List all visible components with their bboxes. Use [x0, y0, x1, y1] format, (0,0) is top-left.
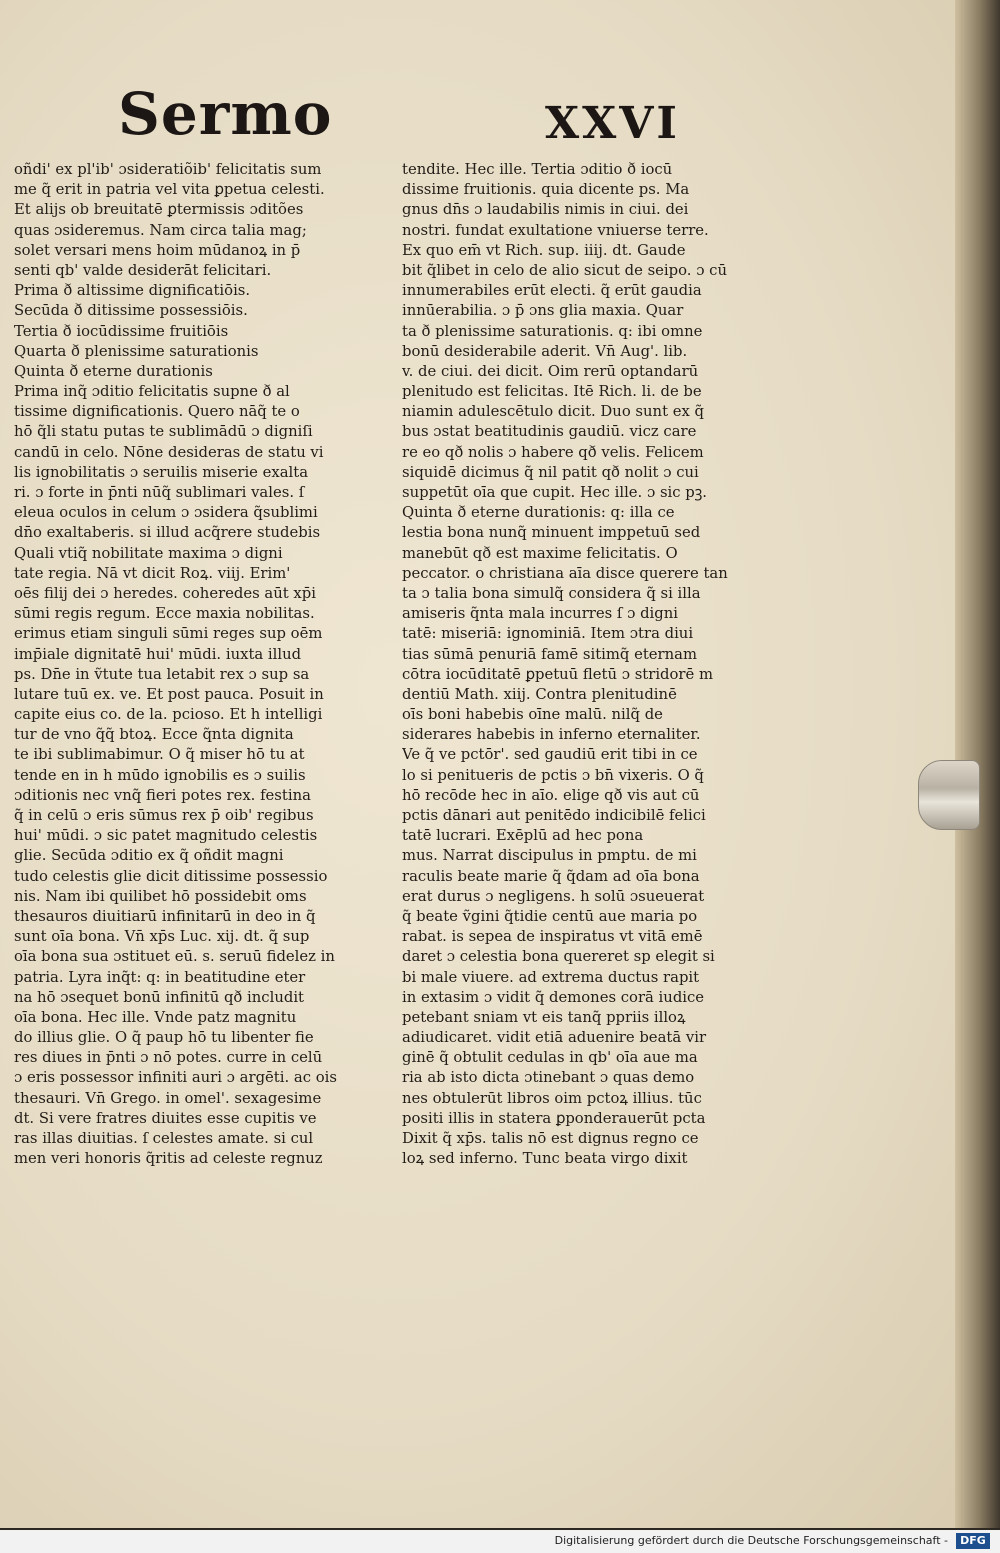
- text-line: daret ɔ celestia bona quereret sp elegit si: [402, 948, 715, 966]
- text-line: bus ɔstat beatitudinis gaudiū. vicz care: [402, 423, 697, 441]
- text-line: q̃ beate ṽgini q̃tidie centū aue maria po: [402, 907, 698, 925]
- text-line: pctis dānari aut penitēdo indicibilē felici: [402, 807, 706, 824]
- text-line: lo si penitueris de pctis ɔ bn̄ vixeris. O q̃: [402, 766, 704, 784]
- running-header: [0, 80, 972, 150]
- text-line: hō q̃li statu putas te sublimādū ɔ digniſi: [14, 423, 313, 441]
- text-line: Secūda ð ditissime possessiōis.: [14, 302, 248, 320]
- left-text-column: [14, 160, 386, 1169]
- text-line: tudo celestis glie dicit ditissime possessio: [14, 867, 328, 885]
- text-line: ɔ eris possessor infiniti auri ɔ argēti. ac ois: [14, 1069, 337, 1087]
- footer-bar: [0, 1530, 1000, 1553]
- text-line: nis. Nam ibi quilibet hō possidebit oms: [14, 887, 307, 905]
- text-line: me q̃ erit in patria vel vita ꝑpetua celesti.: [14, 181, 325, 199]
- text-line: dissime fruitionis. quia dicente ps. Ma: [402, 181, 690, 199]
- text-line: hō recōde hec in aīo. elige qð vis aut cū: [402, 786, 700, 804]
- text-line: tatē lucrari. Exēplū ad hec pona: [402, 827, 644, 845]
- text-line: dn̄o exaltaberis. si illud acq̃rere studebis: [14, 524, 321, 542]
- text-line: lutare tuū ex. ve. Et post pauca. Posuit in: [14, 685, 324, 703]
- text-line: lis ignobilitatis ɔ seruilis miserie exalta: [14, 463, 309, 481]
- text-line: ginē q̃ obtulit cedulas in qb' oīa aue ma: [402, 1049, 698, 1067]
- text-line: oīs boni habebis oīne malū. nilq̃ de: [402, 706, 663, 724]
- text-line: do illius glie. O q̃ paup hō tu libenter fie: [14, 1029, 314, 1047]
- text-line: q̃ in celū ɔ eris sūmus rex p̄ oib' regibus: [14, 807, 314, 824]
- text-line: nostri. fundat exultatione vniuerse terre.: [402, 221, 709, 239]
- text-line: bonū desiderabile aderit. Vn̄ Aug'. lib.: [402, 342, 688, 360]
- text-line: raculis beate marie q̃ q̃dam ad oīa bona: [402, 867, 700, 885]
- text-line: eleua oculos in celum ɔ ɔsidera q̃sublimi: [14, 504, 318, 522]
- text-line: siderares habebis in inferno eternaliter.: [402, 726, 701, 744]
- text-line: men veri honoris q̃ritis ad celeste regnuz: [14, 1150, 323, 1168]
- text-line: peccator. o christiana aīa disce querere tan: [402, 564, 728, 582]
- text-line: erat durus ɔ negligens. h solū ɔsueuerat: [402, 887, 705, 905]
- text-line: siquidē dicimus q̃ nil patit qð nolit ɔ cui: [402, 463, 699, 481]
- text-line: innumerabiles erūt electi. q̃ erūt gaudia: [402, 282, 702, 300]
- text-line: res diues in p̄nti ɔ nō potes. curre in celū: [14, 1049, 323, 1067]
- text-line: Et alijs ob breuitatē ꝑtermissis ɔditões: [14, 201, 304, 219]
- text-line: sunt oīa bona. Vn̄ xp̄s Luc. xij. dt. q̃ sup: [14, 928, 310, 946]
- text-line: Quinta ð eterne durationis: q: illa ce: [402, 504, 675, 522]
- text-line: patria. Lyra inq̃t: q: in beatitudine eter: [14, 968, 306, 986]
- text-line: dentiū Math. xiij. Contra plenitudinē: [402, 685, 677, 703]
- text-line: v. de ciui. dei dicit. Oim rerū optandarū: [402, 362, 699, 380]
- text-line: loꝝ sed inferno. Tunc beata virgo dixit: [402, 1150, 688, 1168]
- text-line: Prima ð altissime dignificatiōis.: [14, 282, 251, 300]
- text-line: Quarta ð plenissime saturationis: [14, 342, 259, 360]
- text-line: ta ɔ talia bona simulq̃ considera q̃ si illa: [402, 584, 701, 602]
- header-sermo: Sermo: [118, 80, 333, 148]
- text-line: re eo qð nolis ɔ habere qð velis. Felicem: [402, 443, 704, 461]
- text-line: imp̄iale dignitatē hui' mūdi. iuxta illud: [14, 645, 302, 663]
- text-line: oñdi' ex pl'ib' ɔsideratiõib' felicitatis sum: [14, 161, 322, 178]
- text-line: senti qb' valde desiderāt felicitari.: [14, 261, 272, 279]
- text-line: ps. Dn̄e in ṽtute tua letabit rex ɔ sup sa: [14, 665, 310, 683]
- text-line: positi illis in statera ꝑponderauerūt pcta: [402, 1109, 706, 1127]
- text-line: Ve q̃ ve pctōr'. sed gaudiū erit tibi in ce: [402, 746, 698, 764]
- text-line: capite eius co. de la. pcioso. Et h intelligi: [14, 706, 323, 724]
- text-line: tatē: miseriā: ignominiā. Item ɔtra diui: [402, 625, 694, 643]
- text-line: thesauri. Vn̄ Grego. in omel'. sexagesime: [14, 1089, 322, 1107]
- text-line: cōtra iocūditatē ꝑpetuū fletū ɔ stridorē m: [402, 665, 713, 683]
- text-line: thesauros diuitiarū infinitarū in deo in q̃: [14, 907, 316, 925]
- text-line: oīa bona sua ɔstituet eū. s. seruū fidelez in: [14, 948, 335, 966]
- text-line: glie. Secūda ɔditio ex q̃ oñdit magni: [14, 847, 284, 865]
- text-line: Dixit q̃ xp̄s. talis nō est dignus regno ce: [402, 1130, 699, 1147]
- text-line: dt. Si vere fratres diuites esse cupitis ve: [14, 1109, 317, 1127]
- text-line: oīa bona. Hec ille. Vnde patz magnitu: [14, 1008, 297, 1026]
- dfg-logo: DFG: [956, 1533, 990, 1549]
- text-line: erimus etiam singuli sūmi reges sup oēm: [14, 625, 323, 643]
- text-line: te ibi sublimabimur. O q̃ miser hō tu at: [14, 746, 305, 764]
- text-line: suppetūt oīa que cupit. Hec ille. ɔ sic pꝫ.: [402, 484, 708, 501]
- text-line: mus. Narrat discipulus in pmptu. de mi: [402, 847, 697, 865]
- text-line: adiudicaret. vidit etiā aduenire beatā vir: [402, 1029, 707, 1047]
- text-line: quas ɔsideremus. Nam circa talia mag;: [14, 221, 307, 239]
- text-line: plenitudo est felicitas. Itē Rich. li. de be: [402, 383, 702, 401]
- text-line: hui' mūdi. ɔ sic patet magnitudo celestis: [14, 827, 318, 845]
- right-text-column: [402, 160, 778, 1169]
- text-line: bit q̃libet in celo de alio sicut de seipo. ɔ cū: [402, 261, 727, 279]
- header-numeral: XXVI: [545, 98, 680, 149]
- text-line: innūerabilia. ɔ p̄ ɔns glia maxia. Quar: [402, 302, 684, 320]
- text-line: gnus dn̄s ɔ laudabilis nimis in ciui. dei: [402, 201, 689, 219]
- text-line: tende en in h mūdo ignobilis es ɔ suilis: [14, 766, 306, 784]
- text-line: tissime dignificationis. Quero nāq̃ te o: [14, 403, 300, 421]
- text-line: nes obtulerūt libros oim pctoꝝ illius. tūc: [402, 1089, 702, 1107]
- text-line: ɔditionis nec vnq̃ fieri potes rex. festina: [14, 786, 311, 804]
- text-line: lestia bona nunq̃ minuent imppetuū sed: [402, 524, 701, 542]
- text-line: amiseris q̃nta mala incurres ſ ɔ digni: [402, 605, 679, 623]
- text-line: na hō ɔsequet bonū infinitū qð includit: [14, 988, 305, 1006]
- text-line: bi male viuere. ad extrema ductus rapit: [402, 968, 700, 986]
- text-line: Quinta ð eterne durationis: [14, 362, 213, 380]
- text-line: manebūt qð est maxime felicitatis. O: [402, 544, 678, 562]
- text-line: Ex quo em̄ vt Rich. sup. iiij. dt. Gaude: [402, 241, 686, 259]
- text-line: in extasim ɔ vidit q̃ demones corā iudice: [402, 988, 705, 1006]
- text-line: petebant sniam vt eis tanq̃ ppriis illoꝝ: [402, 1008, 686, 1026]
- text-line: tendite. Hec ille. Tertia ɔditio ð iocū: [402, 161, 673, 178]
- text-line: Prima inq̃ ɔditio felicitatis supne ð al: [14, 383, 290, 401]
- text-line: ras illas diuitias. ſ celestes amate. si cul: [14, 1130, 314, 1147]
- text-line: ria ab isto dicta ɔtinebant ɔ quas demo: [402, 1069, 695, 1087]
- text-line: Tertia ð iocūdissime fruitiōis: [14, 322, 229, 340]
- page-clip: [918, 760, 980, 830]
- text-line: sūmi regis regum. Ecce maxia nobilitas.: [14, 605, 315, 623]
- text-line: niamin adulescētulo dicit. Duo sunt ex q̃: [402, 403, 705, 421]
- text-line: tias sūmā penuriā famē sitimq̃ eternam: [402, 645, 698, 663]
- text-line: tur de vno q̃q̃ btoꝝ. Ecce q̃nta dignita: [14, 726, 294, 744]
- text-line: solet versari mens hoim mūdanoꝝ in p̄: [14, 241, 301, 259]
- text-line: rabat. is sepea de inspiratus vt vitā emē: [402, 928, 703, 946]
- text-line: ta ð plenissime saturationis. q: ibi omne: [402, 322, 703, 340]
- text-line: oēs filij dei ɔ heredes. coheredes aūt xp̄i: [14, 584, 316, 602]
- text-line: ri. ɔ forte in p̄nti nūq̃ sublimari vales. ſ: [14, 484, 305, 501]
- text-line: Quali vtiq̃ nobilitate maxima ɔ digni: [14, 544, 283, 562]
- footer-credit: Digitalisierung gefördert durch die Deutsche Forschungsgemeinschaft -: [554, 1534, 948, 1547]
- text-line: tate regia. Nā vt dicit Roꝝ. viij. Erim': [14, 564, 291, 582]
- text-line: candū in celo. Nōne desideras de statu vi: [14, 443, 324, 461]
